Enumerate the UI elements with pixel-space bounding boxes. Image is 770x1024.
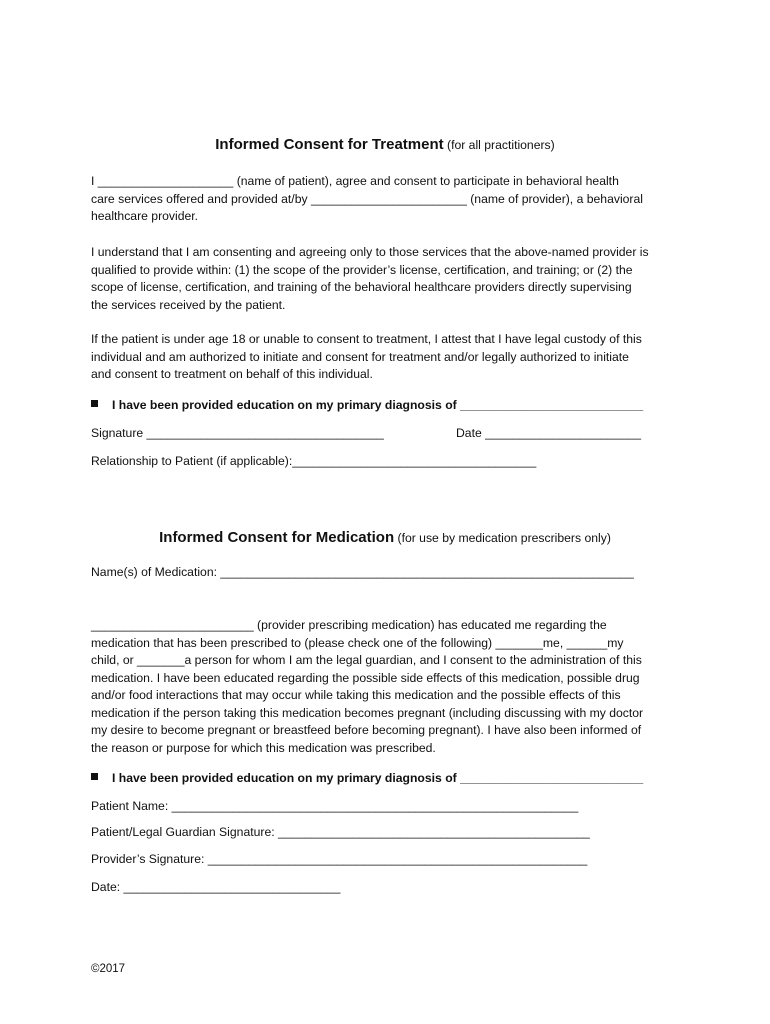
guardian-signature-field[interactable]: Patient/Legal Guardian Signature: ______________________________________________	[91, 825, 590, 839]
treatment-para-1	[91, 173, 681, 226]
text-line: and consent to treatment on behalf of this individual.	[91, 367, 373, 381]
treatment-title	[0, 136, 770, 153]
treatment-date-field[interactable]: Date _______________________	[456, 426, 642, 440]
bullet-square-icon	[91, 773, 98, 780]
text-line: the reason or purpose for which this medication was prescribed.	[91, 740, 436, 755]
text-line: scope of license, certification, and training of the behavioral healthcare providers directly supervising	[91, 280, 632, 294]
treatment-title-sub: (for all practitioners)	[447, 138, 555, 152]
treatment-signature-field[interactable]: Signature ___________________________________	[91, 426, 384, 440]
text-line: If the patient is under age 18 or unable to consent to treatment, I attest that I have legal custody of this	[91, 332, 642, 346]
text-line: care services offered and provided at/by _______________________ (name of provider), a behavioral	[91, 191, 643, 206]
medication-date-field[interactable]: Date: ________________________________	[91, 880, 341, 894]
text-line: individual and am authorized to initiate and consent for treatment and/or legally authorized to initiate	[91, 349, 629, 364]
medication-para	[91, 617, 681, 757]
treatment-diagnosis-text[interactable]: I have been provided education on my primary diagnosis of ___________________________	[112, 398, 644, 412]
text-line: qualified to provide within: (1) the scope of the provider’s license, certification, and training; or (2) the	[91, 262, 633, 277]
text-line: healthcare provider.	[91, 209, 199, 223]
copyright-footer: ©2017	[91, 963, 126, 975]
medication-diagnosis-text[interactable]: I have been provided education on my primary diagnosis of ___________________________	[112, 771, 644, 785]
text-line: my desire to become pregnant or breastfeed before becoming pregnant). I have also been informed of	[91, 723, 642, 737]
treatment-title-main: Informed Consent for Treatment	[215, 136, 444, 153]
treatment-para-3	[91, 331, 681, 384]
relationship-field[interactable]: Relationship to Patient (if applicable):____________________________________	[91, 454, 537, 468]
text-line: ________________________ (provider prescribing medication) has educated me regarding the	[91, 618, 607, 632]
medication-title-main: Informed Consent for Medication	[159, 529, 395, 546]
provider-signature-field[interactable]: Provider’s Signature: ________________________________________________________	[91, 852, 588, 866]
text-line: I understand that I am consenting and agreeing only to those services that the above-named provider is	[91, 245, 649, 259]
bullet-square-icon	[91, 400, 98, 407]
medication-names-field[interactable]: Name(s) of Medication: _____________________________________________________________	[91, 565, 634, 579]
text-line: medication that has been prescribed to (please check one of the following) _______me, ______my	[91, 635, 624, 650]
treatment-para-2	[91, 244, 681, 314]
text-line: child, or _______a person for whom I am the legal guardian, and I consent to the administration of this	[91, 653, 642, 667]
medication-diagnosis-item	[91, 771, 681, 785]
text-line: the services received by the patient.	[91, 297, 286, 312]
treatment-diagnosis-item	[91, 398, 681, 412]
medication-title-sub: (for use by medication prescribers only)	[397, 531, 611, 545]
text-line: medication. I have been educated regarding the possible side effects of this medication, possible drug	[91, 670, 640, 685]
medication-title	[0, 529, 770, 546]
text-line: and/or food interactions that may occur while taking this medication and the possible effects of this	[91, 688, 621, 702]
text-line: medication if the person taking this medication becomes pregnant (including discussing with my doctor	[91, 705, 644, 720]
patient-name-field[interactable]: Patient Name: ____________________________________________________________	[91, 799, 579, 813]
text-line: I ____________________ (name of patient), agree and consent to participate in behavioral health	[91, 174, 619, 188]
